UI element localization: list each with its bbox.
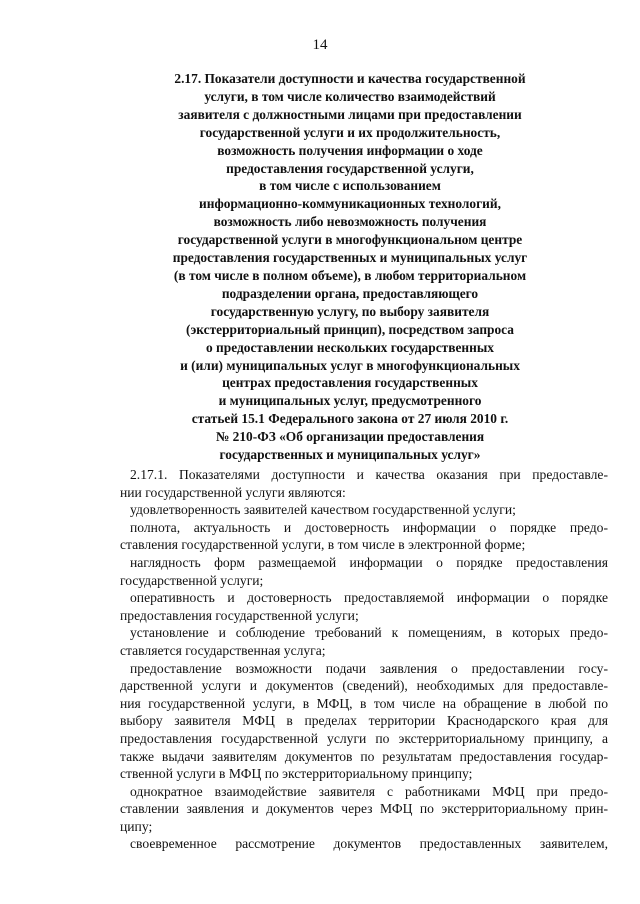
paragraph-line: ципу; bbox=[120, 818, 153, 834]
paragraph-line: предоставления государственной услуги; bbox=[120, 607, 359, 623]
body-text bbox=[120, 466, 608, 853]
paragraph-line: выбору заявителя МФЦ в пределах территории Краснодарского края для bbox=[120, 713, 608, 729]
heading-line: (экстерриториальный принцип), посредством запроса bbox=[186, 321, 514, 337]
heading-line: и муниципальных услуг, предусмотренного bbox=[218, 393, 482, 409]
paragraph-line: ставлении заявления и документов через МФЦ по экстерриториальному прин- bbox=[120, 801, 608, 817]
paragraph-line: своевременное рассмотрение документов предоставленных заявителем, bbox=[130, 836, 608, 852]
paragraph-line: дарственной услуги и документов (сведений), необходимых для предоставле- bbox=[120, 678, 608, 694]
paragraph-line: однократное взаимодействие заявителя с работниками МФЦ при предо- bbox=[130, 783, 608, 799]
heading-line: информационно-коммуникационных технологий, bbox=[199, 196, 501, 212]
paragraph-line: государственной услуги; bbox=[120, 572, 264, 588]
heading-line: государственную услугу, по выбору заявителя bbox=[210, 303, 490, 319]
heading-line: государственной услуги в многофункциональном центре bbox=[177, 232, 523, 248]
paragraph-line: наглядность форм размещаемой информации о порядке предоставления bbox=[130, 554, 608, 570]
heading-line: подразделении органа, предоставляющего bbox=[221, 285, 479, 301]
heading-line: услуги, в том числе количество взаимодействий bbox=[204, 88, 496, 104]
heading-line: государственной услуги и их продолжительность, bbox=[199, 124, 501, 140]
paragraph-line: ственной услуги в МФЦ по экстерриториальному принципу; bbox=[120, 766, 473, 782]
paragraph-line: полнота, актуальность и достоверность информации о порядке предо- bbox=[130, 519, 608, 535]
heading-line: 2.17. Показатели доступности и качества государственной bbox=[174, 71, 526, 86]
heading-line: в том числе с использованием bbox=[259, 178, 441, 194]
heading-line: предоставления государственной услуги, bbox=[226, 160, 474, 176]
paragraph-line: предоставления государственной услуги по экстерриториальному принципу, а bbox=[120, 730, 608, 746]
paragraph-line: также выдачи заявителям документов по результатам предоставления государ- bbox=[120, 748, 608, 764]
paragraph-line: нии государственной услуги являются: bbox=[120, 484, 346, 500]
paragraph-line: предоставление возможности подачи заявления о предоставлении госу- bbox=[130, 660, 608, 676]
heading-line: предоставления государственных и муниципальных услуг bbox=[172, 250, 528, 266]
heading-line: центрах предоставления государственных bbox=[222, 375, 478, 391]
paragraph-line: оперативность и достоверность предоставляемой информации о порядке bbox=[130, 590, 608, 606]
paragraph-line: 2.17.1. Показателями доступности и качества оказания при предоставле- bbox=[130, 467, 608, 482]
section-heading bbox=[120, 70, 580, 464]
paragraph-line: установление и соблюдение требований к помещениям, в которых предо- bbox=[130, 625, 608, 641]
heading-line: статьей 15.1 Федерального закона от 27 июля 2010 г. bbox=[191, 411, 509, 427]
heading-line: заявителя с должностными лицами при предоставлении bbox=[178, 106, 522, 122]
paragraph-line: ставляется государственная услуга; bbox=[120, 642, 326, 658]
heading-line: государственных и муниципальных услуг» bbox=[219, 447, 481, 463]
page-number: 14 bbox=[312, 37, 328, 53]
heading-line: (в том числе в полном объеме), в любом территориальном bbox=[173, 267, 527, 283]
heading-line: № 210-ФЗ «Об организации предоставления bbox=[215, 429, 485, 445]
paragraph-line: удовлетворенность заявителей качеством государственной услуги; bbox=[130, 502, 516, 518]
heading-line: возможность получения информации о ходе bbox=[217, 142, 483, 158]
heading-line: возможность либо невозможность получения bbox=[213, 214, 487, 230]
paragraph-line: ния государственной услуги, в МФЦ, в том числе на обращение в любой по bbox=[120, 695, 608, 711]
paragraph-line: ставления государственной услуги, в том числе в электронной форме; bbox=[120, 537, 526, 553]
heading-line: и (или) муниципальных услуг в многофункциональных bbox=[180, 357, 520, 373]
heading-line: о предоставлении нескольких государственных bbox=[206, 339, 494, 355]
